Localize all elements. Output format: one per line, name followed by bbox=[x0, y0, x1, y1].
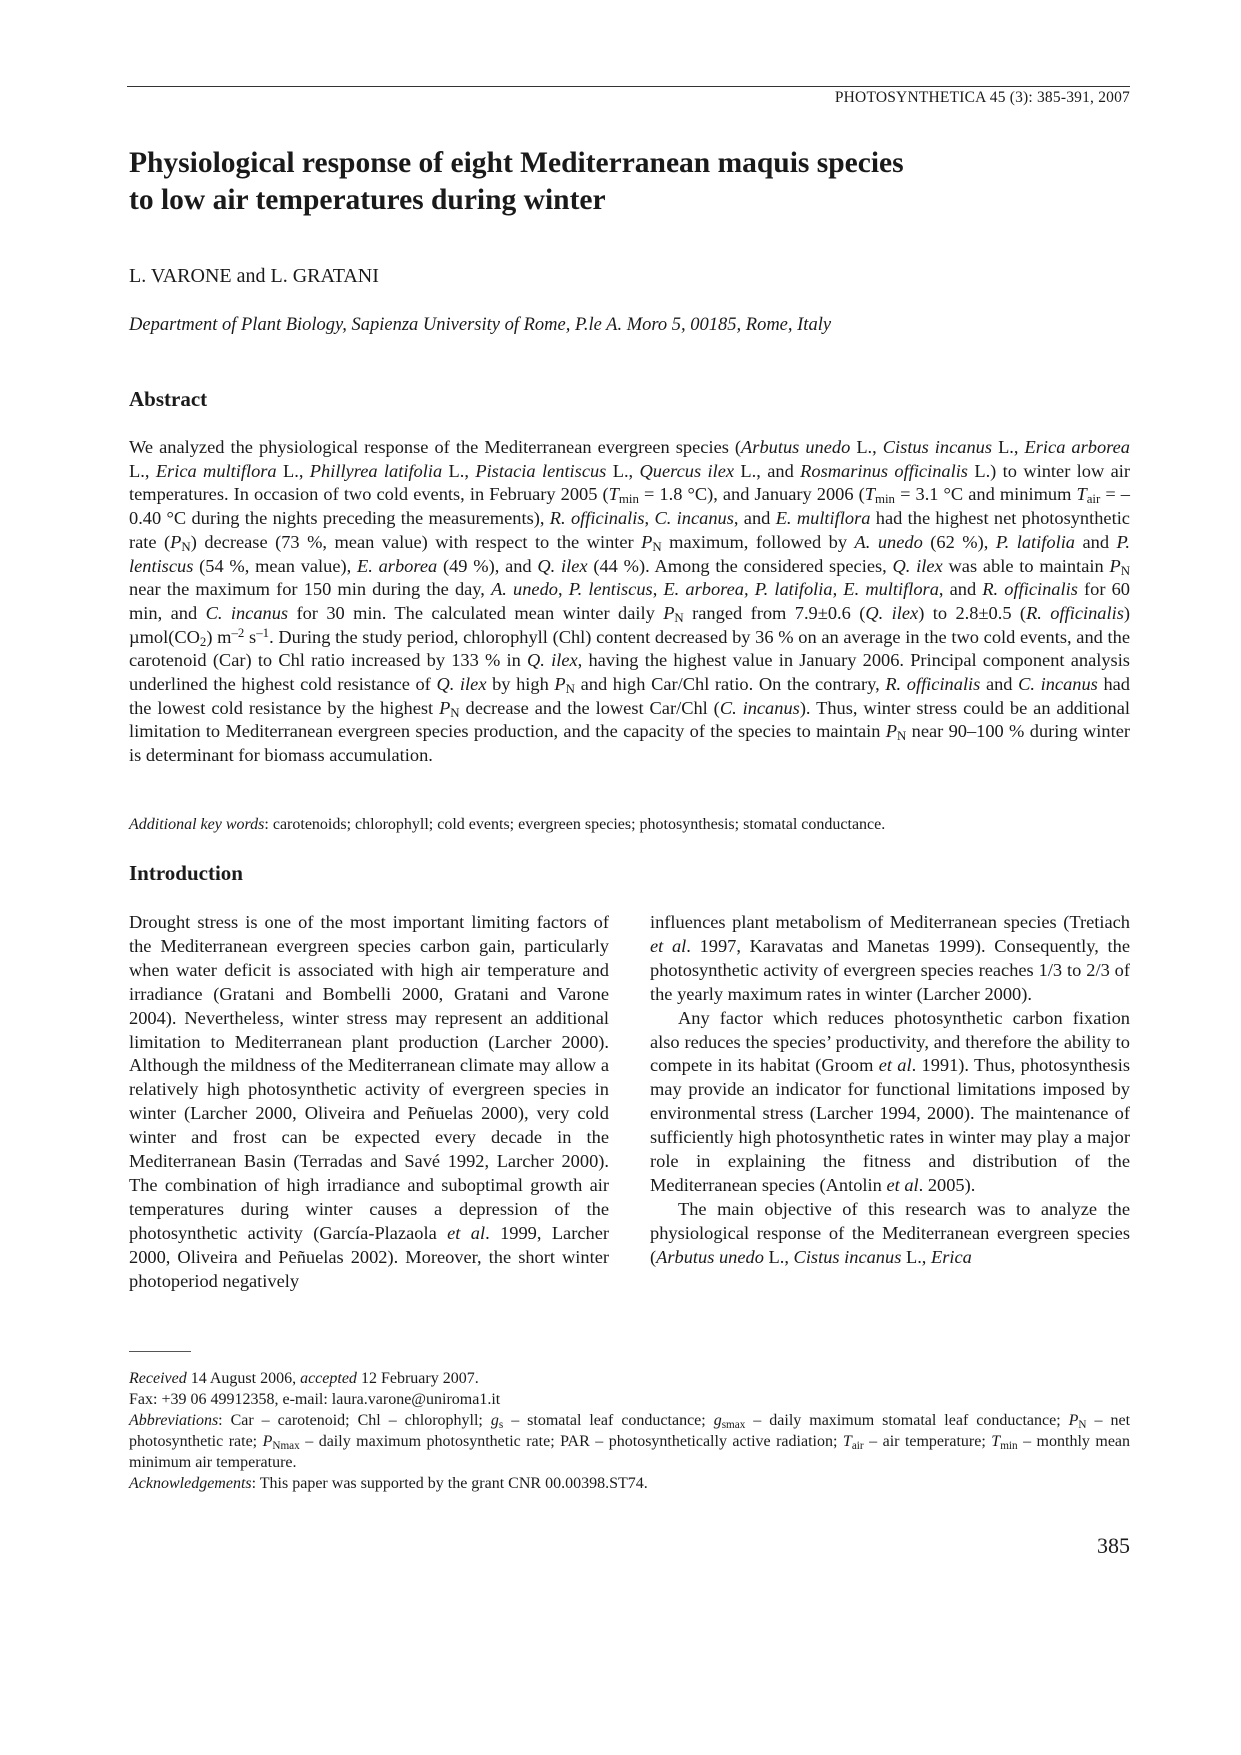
intro-paragraph-2: influences plant metabolism of Mediterranean species (Tretiach et al. 1997, Karavatas and Manetas 1999). Consequently, the photosynthetic activity of evergreen species reaches 1/3 to 2/3 of the yearly maximum rates in winter (Larcher 2000). bbox=[650, 912, 1130, 1004]
page-number: 385 bbox=[1097, 1533, 1130, 1558]
abstract-text: We analyzed the physiological response of the Mediterranean evergreen species (Arbutus unedo L., Cistus incanus L., Erica arborea L., Erica multiflora L., Phillyrea latifolia L., Pistacia lentiscus L., Quercus ilex L., and Rosmarinus officinalis L.) to winter low air temperatures. In occasion of two cold events, in February 2005 ($T_{min} = 1.8$ °C), and January 2006 ($T_{min} = 3.1$ °C and minimum $T_{air} = -0.40$ °C during the nights preceding the measurements), R. officinalis, C. incanus, and E. multiflora had the highest net photosynthetic rate $(P_N)$ decrease (73 %, mean value) with respect to the winter $P_N$ maximum, followed by A. unedo (62 %), P. latifolia and P. lentiscus (54 %, mean value), E. arborea (49 %), and Q. ilex (44 %). Among the considered species, Q. ilex was able to maintain $P_N$ near the maximum for 150 min during the day, A. unedo, P. lentiscus, E. arborea, P. latifolia, E. multiflora, and R. officinalis for 60 min, and C. incanus for 30 min. The calculated mean winter daily $P_N$ ranged from 7.9±0.6 (Q. ilex) to 2.8±0.5 (R. officinalis) $\mu mol(CO_2)$ $m^{-2}$ $s^{-1}$. During the study period, chlorophyll (Chl) content decreased by 36 % on an average in the two cold events, and the carotenoid (Car) to Chl ratio increased by 133 % in Q. ilex, having the highest value in January 2006. Principal component analysis underlined the highest cold resistance of Q. ilex by high $P_N$ and high Car/Chl ratio. On the contrary, R. officinalis and C. incanus had the lowest cold resistance by the highest $P_N$ decrease and the lowest Car/Chl (C. incanus). Thus, winter stress could be an additional limitation to Mediterranean evergreen species production, and the capacity of the species to maintain $P_N$ near 90–100 % during winter is determinant for biomass accumulation. bbox=[129, 437, 1131, 766]
intro-paragraph-4: The main objective of this research was to analyze the physiological response of the Mediterranean evergreen species (Arbutus unedo L., Cistus incanus L., Erica bbox=[650, 1198, 1130, 1267]
title-line-2: to low air temperatures during winter bbox=[129, 184, 606, 216]
intro-right-column bbox=[650, 911, 1130, 1270]
intro-paragraph-1: Drought stress is one of the most important limiting factors of the Mediterranean evergreen species carbon gain, particularly when water deficit is associated with high air temperature and irradiance (Gratani and Bombelli 2000, Gratani and Varone 2004). Nevertheless, winter stress may represent an additional limitation to Mediterranean plant production (Larcher 2000). Although the mildness of the Mediterranean climate may allow a relatively high photosynthetic activity of evergreen species in winter (Larcher 2000, Oliveira and Peñuelas 2000), very cold winter and frost can be expected every decade in the Mediterranean Basin (Terradas and Savé 1992, Larcher 2000). The combination of high irradiance and suboptimal growth air temperatures during winter causes a depression of the photosynthetic activity (García-Plazaola et al. 1999, Larcher 2000, Oliveira and Peñuelas 2002). Moreover, the short winter photoperiod negatively bbox=[129, 912, 609, 1291]
footnote-rule bbox=[129, 1351, 191, 1352]
paper-title bbox=[129, 145, 1029, 219]
authors: L. VARONE and L. GRATANI bbox=[129, 265, 379, 287]
intro-paragraph-3: Any factor which reduces photosynthetic carbon fixation also reduces the species’ productivity, and therefore the ability to compete in its habitat (Groom et al. 1991). Thus, photosynthesis may provide an indicator for functional limitations imposed by environmental stress (Larcher 1994, 2000). The maintenance of sufficiently high photosynthetic rates in winter may play a major role in explaining the fitness and distribution of the Mediterranean species (Antolin et al. 2005). bbox=[650, 1007, 1130, 1195]
introduction-heading: Introduction bbox=[129, 861, 243, 885]
abstract-heading: Abstract bbox=[129, 387, 208, 411]
footnote-abbreviations: Abbreviations: Car – carotenoid; Chl – chlorophyll; $g_s$ – stomatal leaf conductance; $g_{smax}$ – daily maximum stomatal leaf conductance; $P_N$ – net photosynthetic rate; $P_{Nmax}$ – daily maximum photosynthetic rate; PAR – photosynthetically active radiation; $T_{air}$ – air temperature; $T_{min}$ – monthly mean minimum air temperature. bbox=[129, 1412, 1131, 1471]
journal-header: PHOTOSYNTHETICA 45 (3): 385-391, 2007 bbox=[834, 89, 1130, 106]
footnote-contact: Fax: +39 06 49912358, e-mail: laura.varone@uniroma1.it bbox=[129, 1391, 501, 1408]
affiliation: Department of Plant Biology, Sapienza University of Rome, P.le A. Moro 5, 00185, Rome, Italy bbox=[129, 315, 832, 335]
intro-left-column bbox=[129, 911, 609, 1294]
header-rule bbox=[127, 86, 1130, 87]
footnote-received: Received 14 August 2006, accepted 12 February 2007. bbox=[129, 1370, 479, 1387]
title-line-1: Physiological response of eight Mediterranean maquis species bbox=[129, 147, 904, 179]
footnotes bbox=[129, 1368, 1130, 1494]
footnote-acknowledgements: Acknowledgements: This paper was supported by the grant CNR 00.00398.ST74. bbox=[129, 1475, 648, 1492]
keywords-text: : carotenoids; chlorophyll; cold events; evergreen species; photosynthesis; stomatal conductance. bbox=[264, 816, 886, 833]
keywords-label: Additional key words bbox=[129, 816, 265, 833]
keywords bbox=[129, 816, 885, 834]
